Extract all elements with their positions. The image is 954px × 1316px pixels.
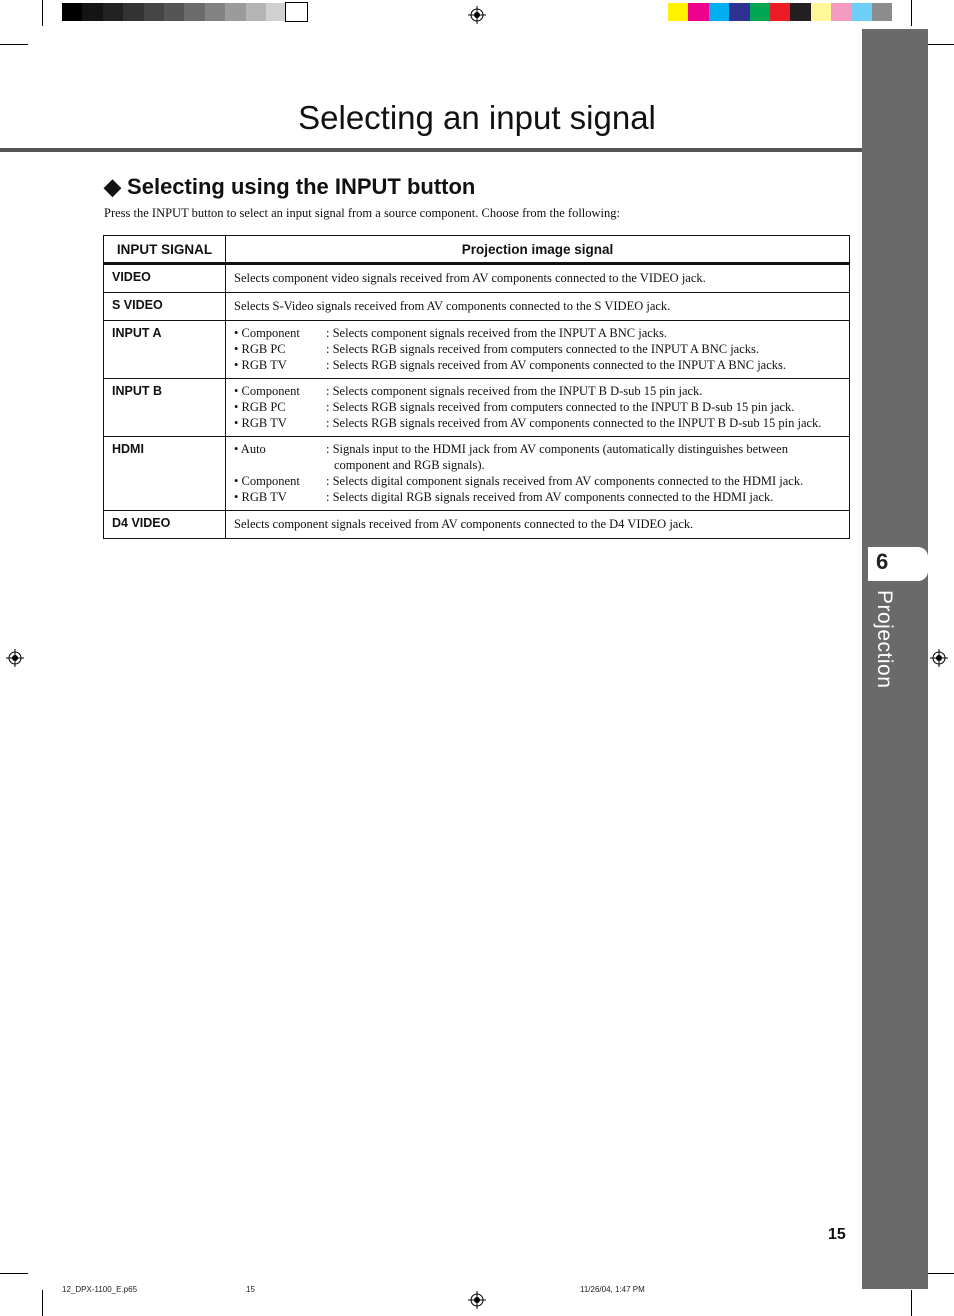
- option-text-line: : Selects RGB signals received from computers connected to the INPUT A BNC jacks.: [326, 342, 760, 356]
- signal-name: INPUT B: [104, 379, 226, 437]
- signal-description: [226, 379, 850, 437]
- color-swatch: [688, 3, 708, 21]
- color-swatch: [790, 3, 810, 21]
- color-swatch: [729, 3, 749, 21]
- option-line: [234, 357, 841, 373]
- registration-mark-icon: [930, 649, 948, 667]
- signal-description: Selects component video signals received from AV components connected to the VIDEO jack.: [226, 264, 850, 293]
- option-label: • RGB TV: [234, 358, 287, 372]
- color-swatch: [709, 3, 729, 21]
- color-swatch: [770, 3, 790, 21]
- option-text-line: : Selects digital component signals received from AV components connected to the HDMI jack.: [326, 474, 804, 488]
- color-swatch: [811, 3, 831, 21]
- color-swatch: [62, 3, 82, 21]
- option-label: • Component: [234, 384, 300, 398]
- color-swatch: [225, 3, 245, 21]
- option-label: • Component: [234, 326, 300, 340]
- crop-mark: [42, 0, 43, 26]
- signal-description: [226, 437, 850, 511]
- section-heading: [104, 174, 475, 200]
- signal-name: HDMI: [104, 437, 226, 511]
- color-swatch: [205, 3, 225, 21]
- option-text: [326, 357, 841, 373]
- table-row: [104, 293, 850, 321]
- crop-mark: [0, 1273, 28, 1274]
- color-swatch: [103, 3, 123, 21]
- option-text: [326, 325, 841, 341]
- option-label: • RGB PC: [234, 342, 286, 356]
- option-text-line: : Selects RGB signals received from computers connected to the INPUT B D-sub 15 pin jack.: [326, 400, 795, 414]
- crop-mark: [911, 1290, 912, 1316]
- table-row: [104, 264, 850, 293]
- option-text-continuation: component and RGB signals).: [334, 458, 485, 472]
- signal-description: Selects S-Video signals received from AV components connected to the S VIDEO jack.: [226, 293, 850, 321]
- option-line: [234, 473, 841, 489]
- color-swatch: [872, 3, 892, 21]
- option-text-line: : Selects component signals received from the INPUT B D-sub 15 pin jack.: [326, 384, 703, 398]
- footer-file: 12_DPX-1100_E.p65: [62, 1285, 138, 1294]
- color-swatch: [286, 3, 306, 21]
- option-label: • Auto: [234, 442, 266, 456]
- header-projection-image-signal: Projection image signal: [226, 236, 850, 264]
- option-text-line: : Signals input to the HDMI jack from AV components (automatically distinguishes between: [326, 442, 788, 456]
- footer-date: 11/26/04, 1:47 PM: [580, 1285, 645, 1294]
- option-text-line: : Selects RGB signals received from AV components connected to the INPUT B D-sub 15 pin jack.: [326, 416, 822, 430]
- crop-mark: [0, 44, 28, 45]
- chapter-label: Projection: [873, 590, 896, 689]
- option-line: [234, 489, 841, 505]
- option-text: [326, 489, 841, 505]
- crop-mark: [911, 0, 912, 26]
- option-line: [234, 383, 841, 399]
- color-swatch: [123, 3, 143, 21]
- option-line: [234, 441, 841, 473]
- option-text: [326, 415, 841, 431]
- table-row: [104, 437, 850, 511]
- color-swatch: [852, 3, 872, 21]
- option-text-line: : Selects RGB signals received from AV components connected to the INPUT A BNC jacks.: [326, 358, 787, 372]
- color-swatch: [184, 3, 204, 21]
- page-number: 15: [828, 1226, 846, 1243]
- signal-name: INPUT A: [104, 321, 226, 379]
- color-swatch: [82, 3, 102, 21]
- option-text: [326, 473, 841, 489]
- option-line: [234, 399, 841, 415]
- table-row: [104, 321, 850, 379]
- section-heading-text: Selecting using the INPUT button: [127, 174, 476, 199]
- color-swatch: [144, 3, 164, 21]
- signal-description: Selects component signals received from AV components connected to the D4 VIDEO jack.: [226, 511, 850, 539]
- registration-mark-icon: [6, 649, 24, 667]
- option-text: [326, 383, 841, 399]
- color-swatch: [266, 3, 286, 21]
- chapter-number: 6: [876, 549, 889, 574]
- crop-mark: [42, 1290, 43, 1316]
- intro-paragraph: Press the INPUT button to select an input signal from a source component. Choose from the following:: [104, 206, 621, 220]
- option-label: • RGB PC: [234, 400, 286, 414]
- footer-page: 15: [246, 1285, 255, 1294]
- option-label: • RGB TV: [234, 416, 287, 430]
- crop-mark: [928, 1273, 954, 1274]
- signal-name: VIDEO: [104, 264, 226, 293]
- page-title: Selecting an input signal: [298, 99, 656, 136]
- color-swatch: [831, 3, 851, 21]
- registration-mark-icon: [468, 1291, 486, 1309]
- crop-mark: [928, 44, 954, 45]
- option-text: [326, 441, 841, 473]
- option-label: • RGB TV: [234, 490, 287, 504]
- option-line: [234, 341, 841, 357]
- table-row: [104, 379, 850, 437]
- option-text: [326, 341, 841, 357]
- color-swatch: [164, 3, 184, 21]
- color-swatch: [668, 3, 688, 21]
- option-text: [326, 399, 841, 415]
- title-divider: [0, 148, 862, 152]
- option-line: [234, 325, 841, 341]
- signal-name: D4 VIDEO: [104, 511, 226, 539]
- signal-name: S VIDEO: [104, 293, 226, 321]
- color-swatch: [750, 3, 770, 21]
- option-text-line: : Selects component signals received from the INPUT A BNC jacks.: [326, 326, 668, 340]
- input-signal-table: [103, 235, 850, 539]
- diamond-bullet-icon: ◆: [104, 174, 121, 199]
- header-input-signal: INPUT SIGNAL: [104, 236, 226, 264]
- registration-mark-icon: [468, 6, 486, 24]
- signal-description: [226, 321, 850, 379]
- option-label: • Component: [234, 474, 300, 488]
- table-row: [104, 511, 850, 539]
- color-swatch: [246, 3, 266, 21]
- option-line: [234, 415, 841, 431]
- option-text-line: : Selects digital RGB signals received from AV components connected to the HDMI jack.: [326, 490, 774, 504]
- table-header-row: [104, 236, 850, 264]
